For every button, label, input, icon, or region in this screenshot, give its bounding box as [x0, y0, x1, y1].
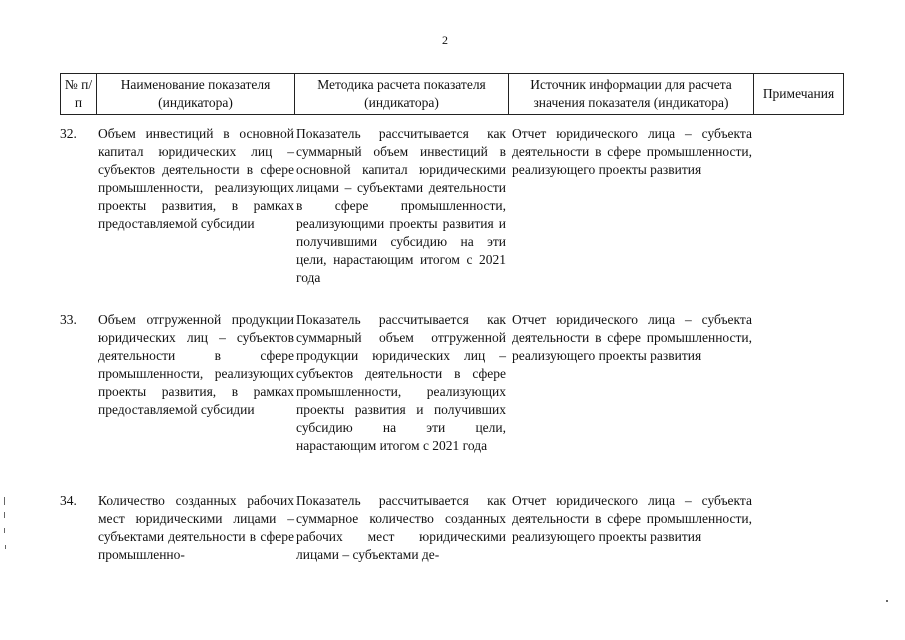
indicator-name: Объем отгруженной продукции юридических лиц – субъектов деятельности в сфере промышленности, реализующих проекты развития, в рамках предоставляемой субсидии	[98, 312, 294, 417]
table-header-row	[61, 74, 844, 115]
indicator-method: Показатель рассчитывается как суммарный объем отгруженной продукции юридических лиц – субъектов деятельности в сфере промышленности, реализующих проекты развития и получивших субсидию на эти цели, нарастающим итогом с 2021 года	[296, 312, 506, 453]
col-header-number: № п/п	[61, 74, 97, 115]
scan-mark	[4, 497, 5, 505]
scan-mark	[886, 600, 888, 602]
indicator-source: Отчет юридического лица – субъекта деятельности в сфере промышленности, реализующего проекты развития	[512, 312, 752, 363]
col-header-notes: Примечания	[754, 74, 844, 115]
scan-mark	[5, 545, 6, 549]
col-header-name: Наименование показателя (индикатора)	[97, 74, 295, 115]
row-number: 33.	[60, 312, 77, 327]
indicator-name: Объем инвестиций в основной капитал юридических лиц – субъектов деятельности в сфере промышленности, реализующих проекты развития, в рамках предоставляемой субсидии	[98, 126, 294, 231]
indicator-name: Количество созданных рабочих мест юридическими лицами – субъектами деятельности в сфере промышленно-	[98, 493, 294, 562]
indicator-method: Показатель рассчитывается как суммарный объем инвестиций в основной капитал юридическими лицами – субъектами деятельности в сфере промышленности, реализующими проекты развития и получившими субсидию на эти цели, нарастающим итогом с 2021 года	[296, 126, 506, 285]
scan-mark	[4, 528, 5, 533]
scan-mark	[4, 512, 5, 518]
indicator-source: Отчет юридического лица – субъекта деятельности в сфере промышленности, реализующего проекты развития	[512, 126, 752, 177]
row-number: 34.	[60, 493, 77, 508]
indicator-method: Показатель рассчитывается как суммарное количество созданных рабочих мест юридическими лицами – субъектами де-	[296, 493, 506, 562]
indicator-table-header	[60, 73, 844, 115]
col-header-method: Методика расчета показателя (индикатора)	[295, 74, 509, 115]
page-number: 2	[442, 33, 448, 47]
col-header-source: Источник информации для расчета значения показателя (индикатора)	[509, 74, 754, 115]
row-number: 32.	[60, 126, 77, 141]
indicator-source: Отчет юридического лица – субъекта деятельности в сфере промышленности, реализующего проекты развития	[512, 493, 752, 544]
